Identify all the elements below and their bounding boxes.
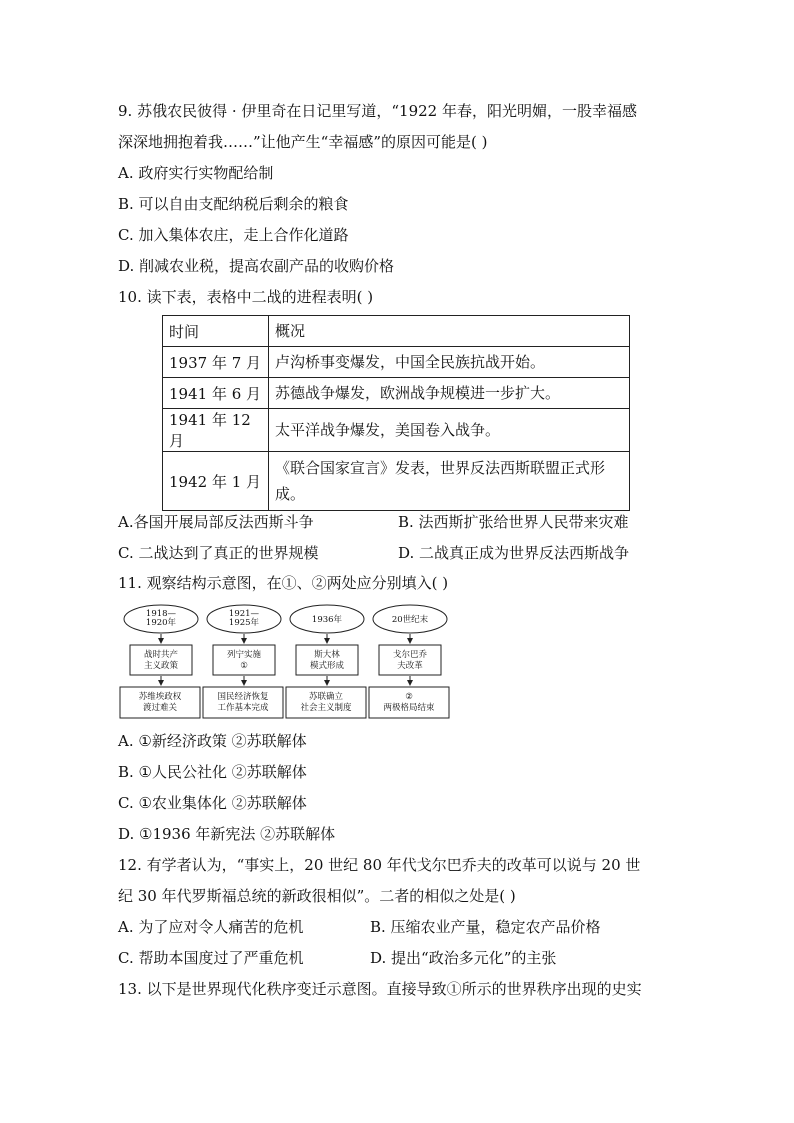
q9-option-a: A. 政府实行实物配给制 — [118, 164, 274, 182]
q10-table — [162, 315, 630, 511]
table-cell-summary: 《联合国家宣言》发表，世界反法西斯联盟正式形成。 — [269, 452, 630, 511]
diagram-result-text: 苏联确立 — [308, 692, 344, 702]
q10-stem: 10. 读下表，表格中二战的进程表明( ) — [118, 288, 374, 306]
diagram-result-text: 社会主义制度 — [300, 703, 352, 713]
diagram-policy-text: 斯大林 — [314, 650, 340, 660]
diagram-policy-text: ① — [240, 661, 248, 671]
diagram-policy-text: 夫改革 — [397, 661, 423, 671]
table-cell-summary: 卢沟桥事变爆发，中国全民族抗战开始。 — [269, 347, 630, 378]
q11-option-c: C. ①农业集体化 ②苏联解体 — [118, 794, 307, 812]
table-cell-time: 1942 年 1 月 — [163, 452, 269, 511]
q12-option-c: C. 帮助本国度过了严重危机 — [118, 949, 304, 967]
diagram-result-text: 国民经济恢复 — [217, 692, 269, 702]
q11-option-a: A. ①新经济政策 ②苏联解体 — [118, 732, 307, 750]
q12-stem-line2: 纪 30 年代罗斯福总统的新政很相似”。二者的相似之处是( ) — [118, 887, 516, 905]
table-cell-summary: 太平洋战争爆发，美国卷入战争。 — [269, 409, 630, 452]
diagram-period-text: 1936年 — [311, 615, 343, 625]
q10-option-b: B. 法西斯扩张给世界人民带来灾难 — [398, 513, 629, 531]
table-cell-time: 1941 年 6 月 — [163, 378, 269, 409]
diagram-period-text: 1920年 — [145, 618, 177, 628]
table-cell-summary: 苏德战争爆发，欧洲战争规模进一步扩大。 — [269, 378, 630, 409]
table-row — [163, 452, 630, 511]
q9-option-b: B. 可以自由支配纳税后剩余的粮食 — [118, 195, 349, 213]
table-row — [163, 347, 630, 378]
q10-option-a: A.各国开展局部反法西斯斗争 — [118, 513, 314, 531]
q12-option-d: D. 提出“政治多元化”的主张 — [370, 949, 557, 967]
diagram-result-text: 两极格局结束 — [383, 703, 435, 713]
diagram-period-text: 20世纪末 — [391, 615, 429, 625]
q10-option-d: D. 二战真正成为世界反法西斯战争 — [398, 544, 630, 562]
diagram-result-text: ② — [405, 692, 413, 702]
q9-stem-line1: 9. 苏俄农民彼得 · 伊里奇在日记里写道，“1922 年春，阳光明媚，一股幸福感 — [118, 102, 637, 120]
q11-structure-diagram — [118, 603, 450, 721]
diagram-policy-text: 戈尔巴乔 — [392, 650, 428, 660]
diagram-period-text: 1918— — [145, 609, 177, 619]
diagram-policy-text: 模式形成 — [309, 661, 345, 671]
diagram-policy-text: 战时共产 — [143, 650, 179, 660]
q11-option-d: D. ①1936 年新宪法 ②苏联解体 — [118, 825, 336, 843]
table-cell-time: 1937 年 7 月 — [163, 347, 269, 378]
diagram-period-text: 1921— — [228, 609, 260, 619]
q12-stem-line1: 12. 有学者认为，“事实上，20 世纪 80 年代戈尔巴乔夫的改革可以说与 20 世 — [118, 856, 641, 874]
q9-stem-line2: 深深地拥抱着我……”让他产生“幸福感”的原因可能是( ) — [118, 133, 488, 151]
table-row — [163, 378, 630, 409]
diagram-period-text: 1925年 — [228, 618, 260, 628]
diagram-result-text: 渡过难关 — [142, 703, 178, 713]
q12-option-b: B. 压缩农业产量，稳定农产品价格 — [370, 918, 601, 936]
q11-stem: 11. 观察结构示意图，在①、②两处应分别填入( ) — [118, 574, 449, 592]
table-header-summary: 概况 — [269, 316, 630, 347]
table-header-time: 时间 — [163, 316, 269, 347]
diagram-result-text: 苏维埃政权 — [138, 692, 182, 702]
diagram-policy-text: 列宁实施 — [226, 650, 262, 660]
table-row — [163, 409, 630, 452]
q13-stem-line1: 13. 以下是世界现代化秩序变迁示意图。直接导致①所示的世界秩序出现的史实 — [118, 980, 642, 998]
q11-option-b: B. ①人民公社化 ②苏联解体 — [118, 763, 307, 781]
q10-option-c: C. 二战达到了真正的世界规模 — [118, 544, 319, 562]
table-cell-time: 1941 年 12 月 — [163, 409, 269, 452]
q9-option-c: C. 加入集体农庄，走上合作化道路 — [118, 226, 349, 244]
q12-option-a: A. 为了应对令人痛苦的危机 — [118, 918, 304, 936]
diagram-result-text: 工作基本完成 — [217, 703, 269, 713]
table-header-row — [163, 316, 630, 347]
diagram-policy-text: 主义政策 — [143, 661, 179, 671]
q9-option-d: D. 削减农业税，提高农副产品的收购价格 — [118, 257, 395, 275]
